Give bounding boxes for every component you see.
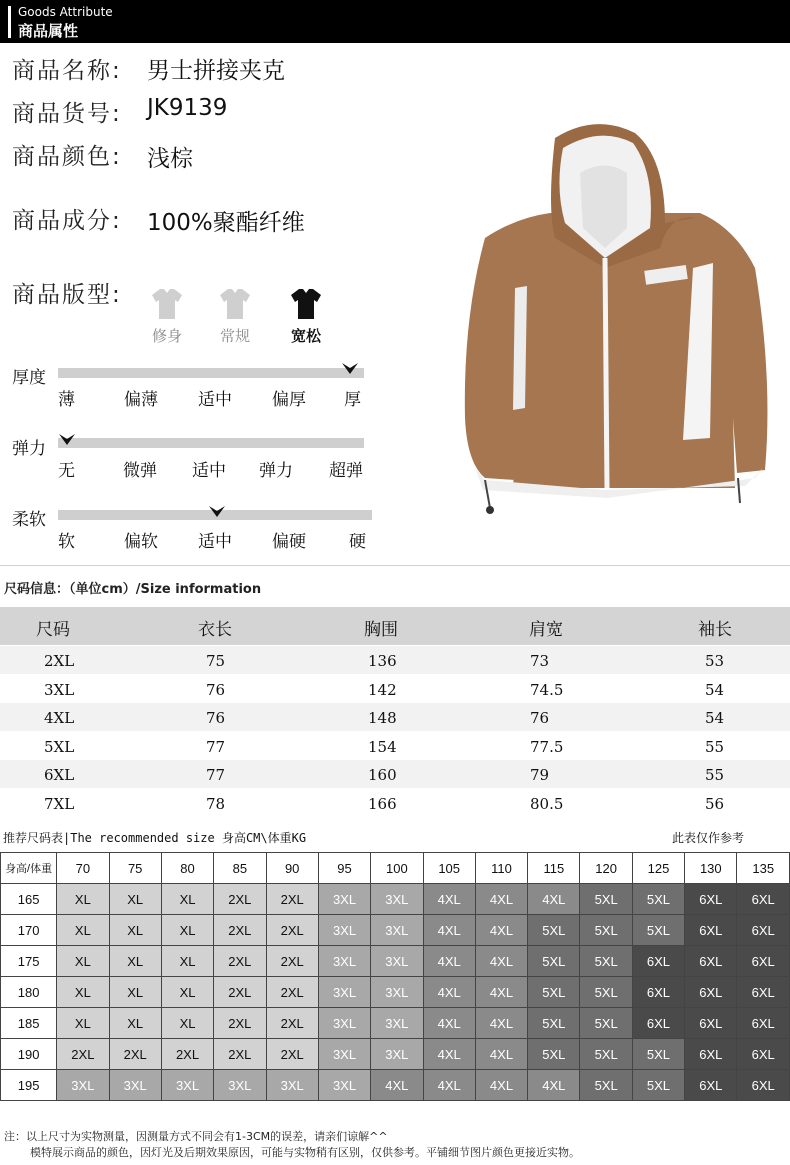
grid-size-cell: 4XL	[423, 884, 475, 915]
size-cell-size: 5XL	[44, 737, 75, 756]
grid-size-cell: 2XL	[214, 977, 266, 1008]
grid-height-header: 190	[1, 1039, 57, 1070]
size-cell: 56	[705, 794, 725, 813]
size-cell: 76	[530, 709, 550, 727]
grid-size-cell: 5XL	[528, 1039, 580, 1070]
table-row	[1, 1070, 790, 1101]
grid-height-header: 185	[1, 1008, 57, 1039]
grid-weight-header: 135	[737, 853, 790, 884]
grid-size-cell: XL	[57, 946, 109, 977]
grid-size-cell: 6XL	[632, 946, 684, 977]
grid-corner: 身高/体重	[1, 853, 57, 884]
size-cell: 74.5	[530, 680, 564, 699]
grid-size-cell: 6XL	[685, 1008, 737, 1039]
attr-label-material: 商品成分:	[12, 208, 122, 234]
grid-size-cell: 3XL	[318, 946, 370, 977]
grid-size-cell: XL	[161, 977, 213, 1008]
grid-size-cell: 6XL	[685, 884, 737, 915]
grid-size-cell: 6XL	[685, 1039, 737, 1070]
size-header-cell: 肩宽	[529, 620, 563, 640]
size-cell: 142	[368, 680, 397, 699]
grid-weight-header: 100	[371, 853, 423, 884]
fit-label-slim: 修身	[151, 327, 182, 345]
table-row	[1, 1039, 790, 1070]
attr-label-fit: 商品版型:	[12, 282, 122, 308]
grid-size-cell: 4XL	[423, 1039, 475, 1070]
size-cell: 73	[530, 652, 550, 670]
scale-label-thickness: 厚度	[12, 368, 46, 388]
grid-size-cell: 6XL	[737, 884, 790, 915]
grid-size-cell: 4XL	[423, 946, 475, 977]
fit-option-loose	[286, 287, 326, 346]
table-row	[1, 977, 790, 1008]
size-cell: 78	[206, 794, 226, 813]
hoodie-jacket-image	[455, 118, 775, 518]
grid-size-cell: 6XL	[737, 977, 790, 1008]
size-cell-size: 2XL	[44, 652, 75, 670]
grid-height-header: 165	[1, 884, 57, 915]
grid-size-cell: XL	[57, 884, 109, 915]
size-cell: 53	[705, 652, 725, 670]
grid-size-cell: 3XL	[371, 884, 423, 915]
scale-marker-elasticity	[58, 433, 76, 447]
grid-size-cell: XL	[109, 1008, 161, 1039]
scale-marker-softness	[208, 505, 226, 519]
grid-size-cell: 5XL	[632, 915, 684, 946]
grid-size-cell: XL	[57, 915, 109, 946]
table-row	[1, 884, 790, 915]
size-cell-size: 3XL	[44, 680, 75, 699]
grid-height-header: 170	[1, 915, 57, 946]
grid-size-cell: XL	[109, 946, 161, 977]
header-cn: 商品属性	[18, 22, 79, 40]
scale-tick: 适中	[198, 532, 232, 552]
fit-label-loose: 宽松	[290, 327, 321, 345]
grid-size-cell: 3XL	[371, 1039, 423, 1070]
scale-track-thickness	[58, 368, 364, 378]
recommend-title: 推荐尺码表|The recommended size 身高CM\体重KG	[3, 831, 307, 845]
grid-weight-header: 75	[109, 853, 161, 884]
grid-size-cell: 5XL	[528, 977, 580, 1008]
size-cell: 79	[530, 766, 550, 784]
grid-size-cell: 3XL	[371, 946, 423, 977]
size-cell: 77.5	[530, 737, 564, 756]
size-cell: 76	[206, 709, 226, 727]
grid-weight-header: 90	[266, 853, 318, 884]
size-header-cell: 袖长	[698, 620, 732, 640]
grid-size-cell: 5XL	[528, 1008, 580, 1039]
scale-tick: 超弹	[329, 461, 363, 481]
grid-size-cell: XL	[109, 884, 161, 915]
grid-size-cell: 5XL	[580, 1008, 632, 1039]
scale-tick: 适中	[192, 461, 226, 481]
grid-size-cell: 2XL	[266, 915, 318, 946]
grid-weight-header: 95	[318, 853, 370, 884]
grid-size-cell: XL	[109, 977, 161, 1008]
grid-size-cell: 3XL	[318, 884, 370, 915]
grid-weight-header: 115	[528, 853, 580, 884]
size-cell: 80.5	[530, 794, 564, 813]
grid-size-cell: 4XL	[475, 1039, 527, 1070]
grid-size-cell: 4XL	[475, 946, 527, 977]
fit-option-regular	[215, 287, 255, 346]
grid-size-cell: 2XL	[57, 1039, 109, 1070]
size-cell: 55	[705, 737, 725, 756]
grid-weight-header: 85	[214, 853, 266, 884]
scale-label-elasticity: 弹力	[12, 439, 46, 459]
grid-size-cell: 5XL	[632, 1070, 684, 1101]
grid-size-cell: 4XL	[528, 1070, 580, 1101]
attr-value-material: 100%聚酯纤维	[147, 210, 305, 236]
grid-size-cell: 2XL	[214, 1039, 266, 1070]
grid-size-cell: 6XL	[685, 1070, 737, 1101]
grid-height-header: 180	[1, 977, 57, 1008]
grid-size-cell: 2XL	[214, 884, 266, 915]
grid-size-cell: 2XL	[266, 884, 318, 915]
grid-size-cell: 5XL	[528, 946, 580, 977]
fit-label-regular: 常规	[219, 327, 250, 345]
grid-height-header: 175	[1, 946, 57, 977]
grid-size-cell: XL	[161, 884, 213, 915]
grid-size-cell: 3XL	[214, 1070, 266, 1101]
recommend-ref: 此表仅作参考	[672, 831, 745, 845]
tshirt-icon	[216, 287, 254, 321]
header-accent-bar	[8, 6, 11, 38]
fit-option-slim	[147, 287, 187, 346]
size-cell: 54	[705, 680, 725, 699]
size-cell: 75	[206, 652, 226, 670]
grid-weight-header: 70	[57, 853, 109, 884]
scale-tick: 无	[58, 461, 75, 481]
scale-tick: 弹力	[259, 461, 293, 481]
scale-tick: 适中	[198, 390, 232, 410]
attr-value-color: 浅棕	[147, 146, 193, 172]
grid-size-cell: 5XL	[580, 1039, 632, 1070]
grid-size-cell: 3XL	[318, 1008, 370, 1039]
size-cell: 76	[206, 680, 226, 699]
grid-size-cell: XL	[57, 1008, 109, 1039]
table-row	[1, 946, 790, 977]
grid-size-cell: 3XL	[266, 1070, 318, 1101]
size-header-cell: 尺码	[36, 620, 70, 640]
attr-label-code: 商品货号:	[12, 101, 122, 127]
grid-size-cell: 4XL	[423, 977, 475, 1008]
grid-size-cell: 3XL	[318, 915, 370, 946]
grid-size-cell: 4XL	[423, 915, 475, 946]
scale-tick: 偏软	[124, 532, 158, 552]
grid-size-cell: 4XL	[423, 1008, 475, 1039]
scale-tick: 微弹	[123, 461, 157, 481]
grid-size-cell: 3XL	[318, 1039, 370, 1070]
grid-weight-header: 120	[580, 853, 632, 884]
grid-size-cell: 4XL	[423, 1070, 475, 1101]
grid-size-cell: 3XL	[109, 1070, 161, 1101]
scale-tick: 偏厚	[272, 390, 306, 410]
grid-size-cell: 4XL	[475, 1070, 527, 1101]
grid-size-cell: XL	[57, 977, 109, 1008]
grid-size-cell: 6XL	[737, 1039, 790, 1070]
attr-label-color: 商品颜色:	[12, 144, 122, 170]
scale-tick: 厚	[344, 390, 361, 410]
grid-size-cell: 2XL	[214, 946, 266, 977]
grid-size-cell: 5XL	[580, 915, 632, 946]
tshirt-icon	[287, 287, 325, 321]
grid-size-cell: 6XL	[632, 977, 684, 1008]
grid-size-cell: 3XL	[371, 977, 423, 1008]
size-cell: 77	[206, 737, 226, 756]
size-cell-size: 6XL	[44, 766, 75, 784]
grid-weight-header: 130	[685, 853, 737, 884]
scale-marker-thickness	[341, 362, 359, 376]
grid-size-cell: 3XL	[318, 1070, 370, 1101]
grid-size-cell: XL	[161, 946, 213, 977]
grid-size-cell: 6XL	[737, 915, 790, 946]
grid-size-cell: 4XL	[475, 977, 527, 1008]
attr-value-code: JK9139	[147, 95, 228, 121]
grid-size-cell: 5XL	[580, 946, 632, 977]
table-row	[1, 915, 790, 946]
grid-size-cell: 4XL	[528, 884, 580, 915]
divider	[0, 565, 790, 566]
table-row	[1, 853, 790, 884]
grid-size-cell: 6XL	[737, 1008, 790, 1039]
grid-weight-header: 105	[423, 853, 475, 884]
note-line: 模特展示商品的颜色，因灯光及后期效果原因，可能与实物稍有区别，仅供参考。平铺细节图片颜色更接近实物。	[30, 1146, 580, 1159]
grid-size-cell: 6XL	[685, 946, 737, 977]
grid-size-cell: 6XL	[737, 1070, 790, 1101]
size-cell: 54	[705, 709, 725, 727]
section-header	[0, 0, 790, 43]
grid-size-cell: 4XL	[475, 1008, 527, 1039]
size-cell: 160	[368, 766, 397, 784]
grid-size-cell: XL	[161, 1008, 213, 1039]
grid-size-cell: 4XL	[475, 915, 527, 946]
size-cell-size: 4XL	[44, 709, 75, 727]
attr-value-name: 男士拼接夹克	[147, 58, 285, 84]
scale-tick: 硬	[349, 532, 366, 552]
scale-tick: 薄	[58, 390, 75, 410]
scale-tick: 偏硬	[272, 532, 306, 552]
grid-size-cell: 3XL	[57, 1070, 109, 1101]
grid-weight-header: 110	[475, 853, 527, 884]
grid-size-cell: 3XL	[371, 1008, 423, 1039]
scale-tick: 偏薄	[124, 390, 158, 410]
size-cell: 77	[206, 766, 226, 784]
size-header-cell: 胸围	[364, 620, 398, 640]
attr-label-name: 商品名称:	[12, 58, 122, 84]
grid-size-cell: 3XL	[161, 1070, 213, 1101]
table-row	[1, 1008, 790, 1039]
grid-size-cell: 2XL	[266, 1008, 318, 1039]
grid-size-cell: 3XL	[318, 977, 370, 1008]
size-cell: 136	[368, 652, 397, 670]
grid-size-cell: 2XL	[214, 1008, 266, 1039]
grid-size-cell: 5XL	[580, 977, 632, 1008]
header-en: Goods Attribute	[18, 5, 113, 19]
grid-size-cell: 2XL	[266, 977, 318, 1008]
scale-label-softness: 柔软	[12, 510, 46, 530]
grid-size-cell: 6XL	[685, 915, 737, 946]
grid-size-cell: 4XL	[475, 884, 527, 915]
note-line: 注：以上尺寸为实物测量，因测量方式不同会有1-3CM的误差，请亲们谅解^^	[4, 1130, 388, 1143]
grid-size-cell: 5XL	[632, 1039, 684, 1070]
grid-size-cell: 4XL	[371, 1070, 423, 1101]
grid-weight-header: 80	[161, 853, 213, 884]
grid-size-cell: 2XL	[266, 946, 318, 977]
grid-size-cell: 5XL	[528, 915, 580, 946]
size-cell: 154	[368, 737, 397, 756]
size-cell: 166	[368, 794, 397, 813]
grid-weight-header: 125	[632, 853, 684, 884]
scale-tick: 软	[58, 532, 75, 552]
grid-size-cell: 5XL	[580, 1070, 632, 1101]
grid-size-cell: XL	[161, 915, 213, 946]
grid-size-cell: 5XL	[580, 884, 632, 915]
grid-size-cell: 6XL	[737, 946, 790, 977]
grid-size-cell: 2XL	[266, 1039, 318, 1070]
grid-size-cell: 2XL	[109, 1039, 161, 1070]
grid-size-cell: 5XL	[632, 884, 684, 915]
tshirt-icon	[148, 287, 186, 321]
grid-size-cell: 6XL	[685, 977, 737, 1008]
grid-size-cell: 2XL	[214, 915, 266, 946]
size-info-title: 尺码信息：（单位cm）/Size information	[4, 582, 262, 597]
scale-track-elasticity	[58, 438, 364, 448]
grid-height-header: 195	[1, 1070, 57, 1101]
size-cell: 55	[705, 766, 725, 784]
grid-size-cell: 2XL	[161, 1039, 213, 1070]
size-cell: 148	[368, 709, 397, 727]
size-header-cell: 衣长	[198, 620, 232, 640]
grid-size-cell: 3XL	[371, 915, 423, 946]
recommend-grid	[0, 852, 790, 1101]
size-cell-size: 7XL	[44, 794, 75, 813]
grid-size-cell: 6XL	[632, 1008, 684, 1039]
grid-size-cell: XL	[109, 915, 161, 946]
